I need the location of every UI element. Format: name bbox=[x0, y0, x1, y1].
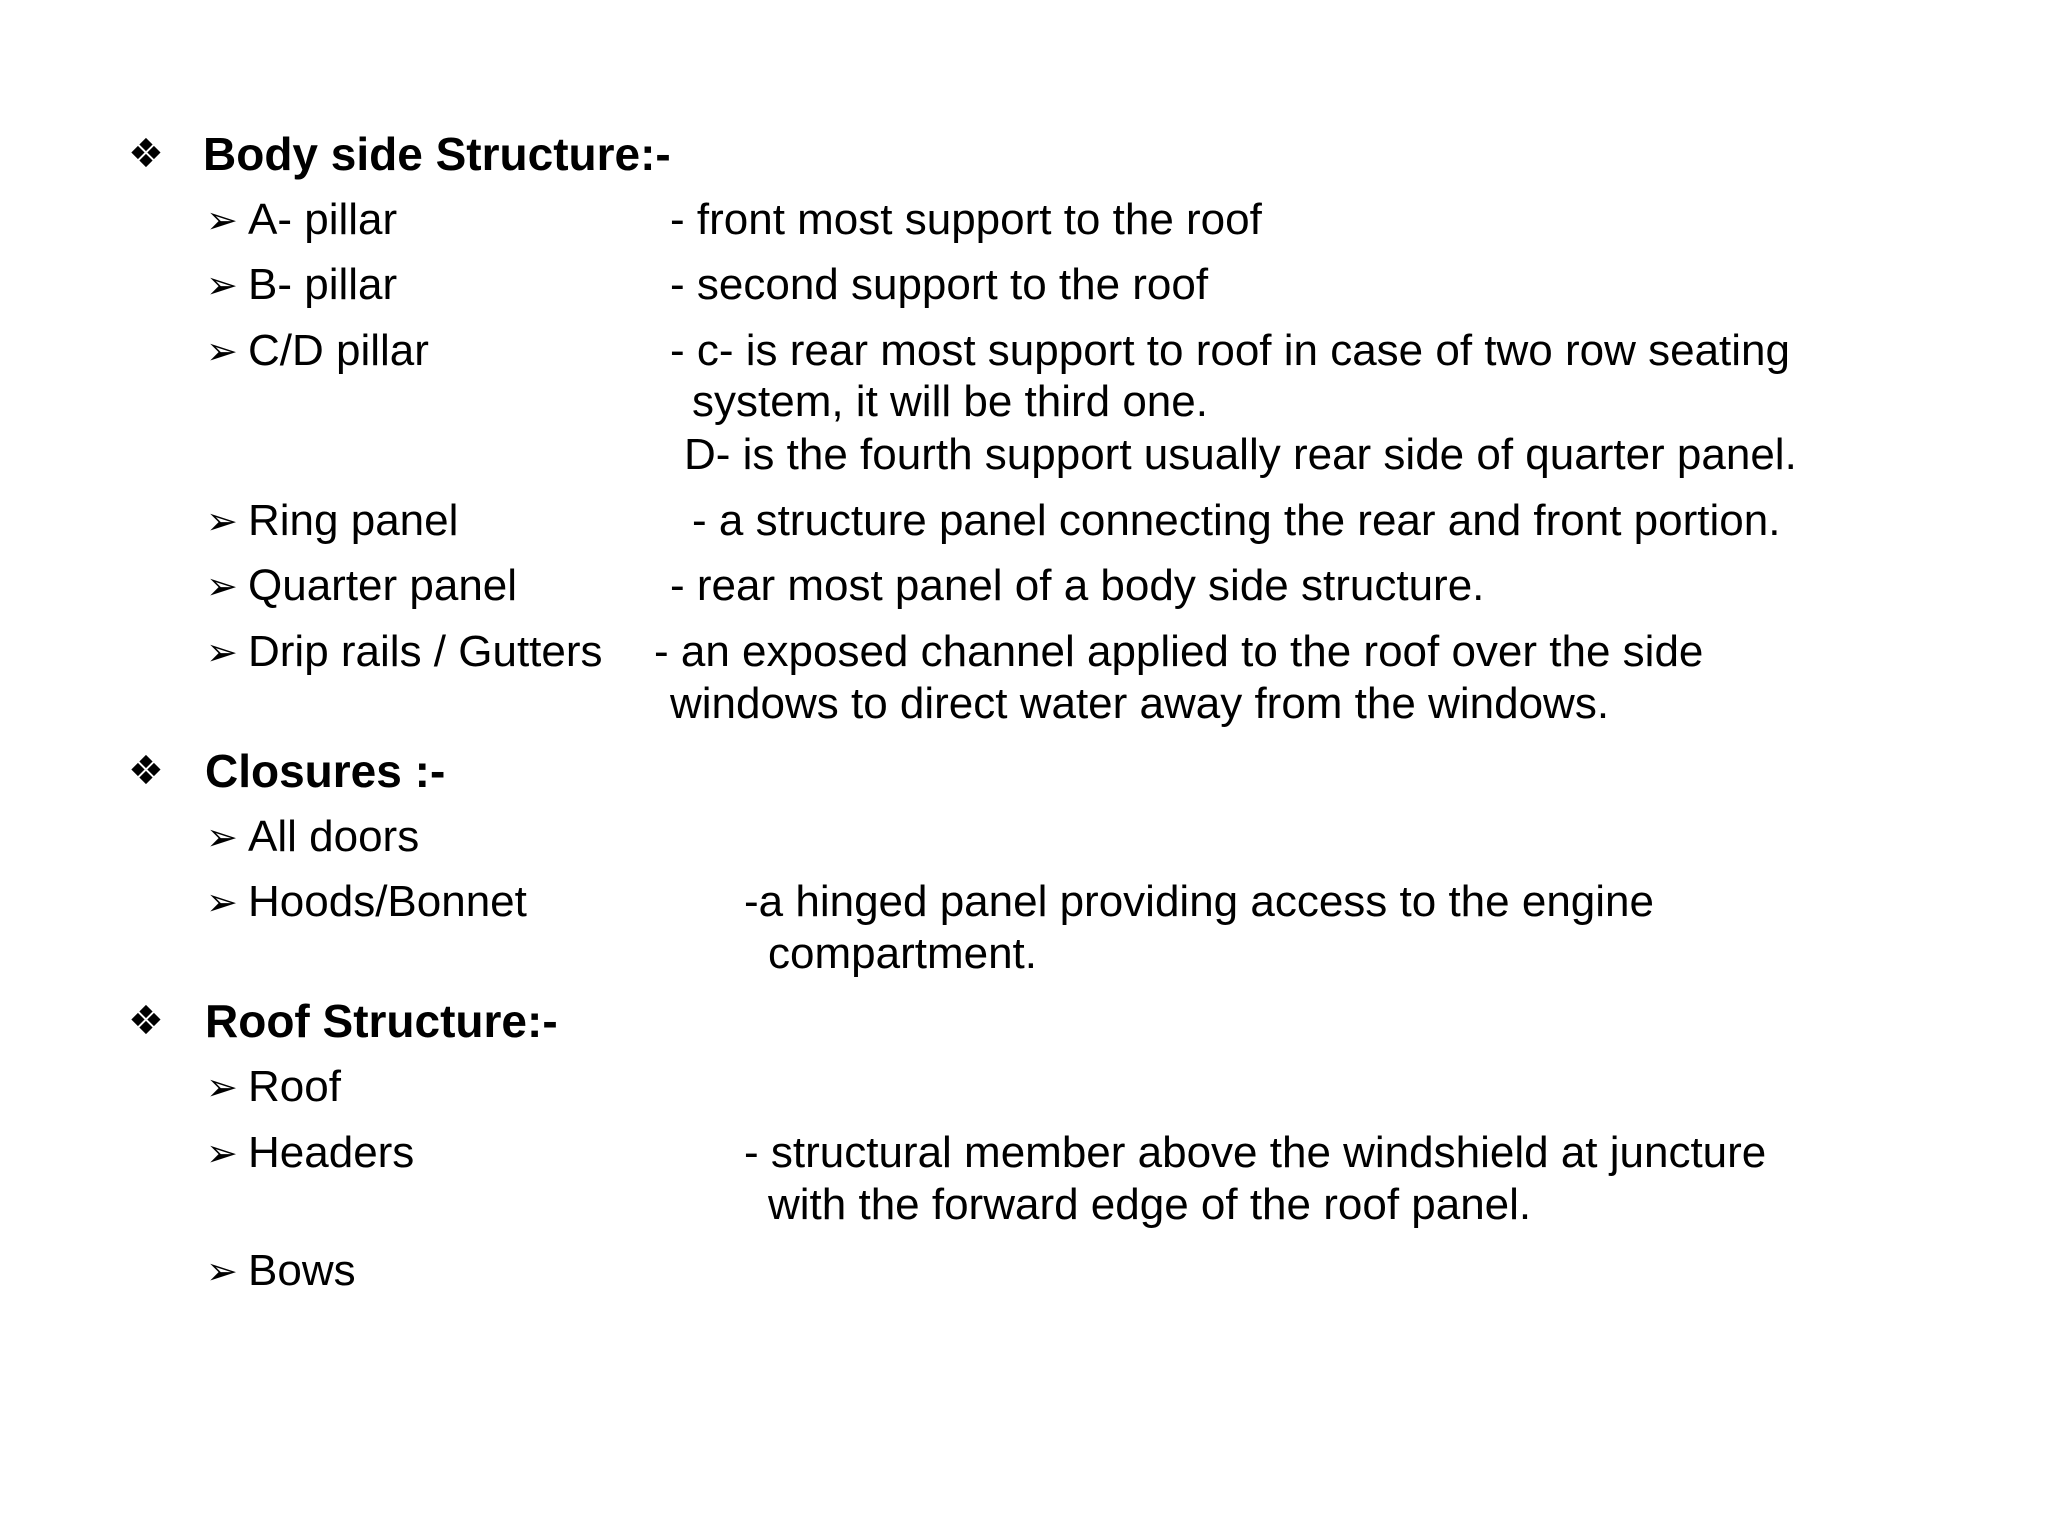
section-title-body-side: Body side Structure:- bbox=[203, 128, 671, 180]
diamond-bullet-icon: ❖ bbox=[128, 748, 164, 794]
item-term-bows: Bows bbox=[248, 1246, 356, 1295]
arrow-bullet-icon: ➢ bbox=[206, 564, 238, 608]
arrow-bullet-icon: ➢ bbox=[206, 1065, 238, 1109]
item-def-b-pillar: - second support to the roof bbox=[670, 260, 1209, 309]
item-term-b-pillar: B- pillar bbox=[248, 260, 398, 309]
item-def-headers-line1: - structural member above the windshield at juncture bbox=[744, 1128, 1767, 1177]
item-term-headers: Headers bbox=[248, 1128, 415, 1177]
item-term-cd-pillar: C/D pillar bbox=[248, 326, 429, 375]
item-def-quarter-panel: - rear most panel of a body side structure. bbox=[670, 561, 1485, 610]
item-term-drip-rails: Drip rails / Gutters bbox=[248, 627, 603, 676]
item-def-cd-pillar-line3: D- is the fourth support usually rear side of quarter panel. bbox=[684, 430, 1797, 479]
item-def-drip-rails-line1: - an exposed channel applied to the roof over the side bbox=[654, 627, 1704, 676]
item-def-drip-rails-line2: windows to direct water away from the windows. bbox=[670, 679, 1610, 728]
item-term-hoods-bonnet: Hoods/Bonnet bbox=[248, 877, 527, 926]
arrow-bullet-icon: ➢ bbox=[206, 630, 238, 674]
section-title-closures: Closures :- bbox=[205, 745, 446, 797]
item-def-cd-pillar-line2: system, it will be third one. bbox=[692, 377, 1208, 426]
item-def-hoods-line1: -a hinged panel providing access to the engine bbox=[744, 877, 1654, 926]
arrow-bullet-icon: ➢ bbox=[206, 499, 238, 543]
diamond-bullet-icon: ❖ bbox=[128, 998, 164, 1044]
item-term-a-pillar: A- pillar bbox=[248, 195, 398, 244]
item-term-quarter-panel: Quarter panel bbox=[248, 561, 518, 610]
arrow-bullet-icon: ➢ bbox=[206, 1131, 238, 1175]
item-def-ring-panel: - a structure panel connecting the rear and front portion. bbox=[692, 496, 1781, 545]
arrow-bullet-icon: ➢ bbox=[206, 1249, 238, 1293]
item-def-headers-line2: with the forward edge of the roof panel. bbox=[768, 1180, 1532, 1229]
diamond-bullet-icon: ❖ bbox=[128, 131, 164, 177]
arrow-bullet-icon: ➢ bbox=[206, 880, 238, 924]
arrow-bullet-icon: ➢ bbox=[206, 263, 238, 307]
item-def-hoods-line2: compartment. bbox=[768, 929, 1037, 978]
item-term-all-doors: All doors bbox=[248, 812, 420, 861]
arrow-bullet-icon: ➢ bbox=[206, 329, 238, 373]
section-title-roof-structure: Roof Structure:- bbox=[205, 995, 558, 1047]
item-def-cd-pillar-line1: - c- is rear most support to roof in case of two row seating bbox=[670, 326, 1791, 375]
arrow-bullet-icon: ➢ bbox=[206, 815, 238, 859]
item-term-roof: Roof bbox=[248, 1062, 341, 1111]
arrow-bullet-icon: ➢ bbox=[206, 198, 238, 242]
item-term-ring-panel: Ring panel bbox=[248, 496, 459, 545]
item-def-a-pillar: - front most support to the roof bbox=[670, 195, 1262, 244]
